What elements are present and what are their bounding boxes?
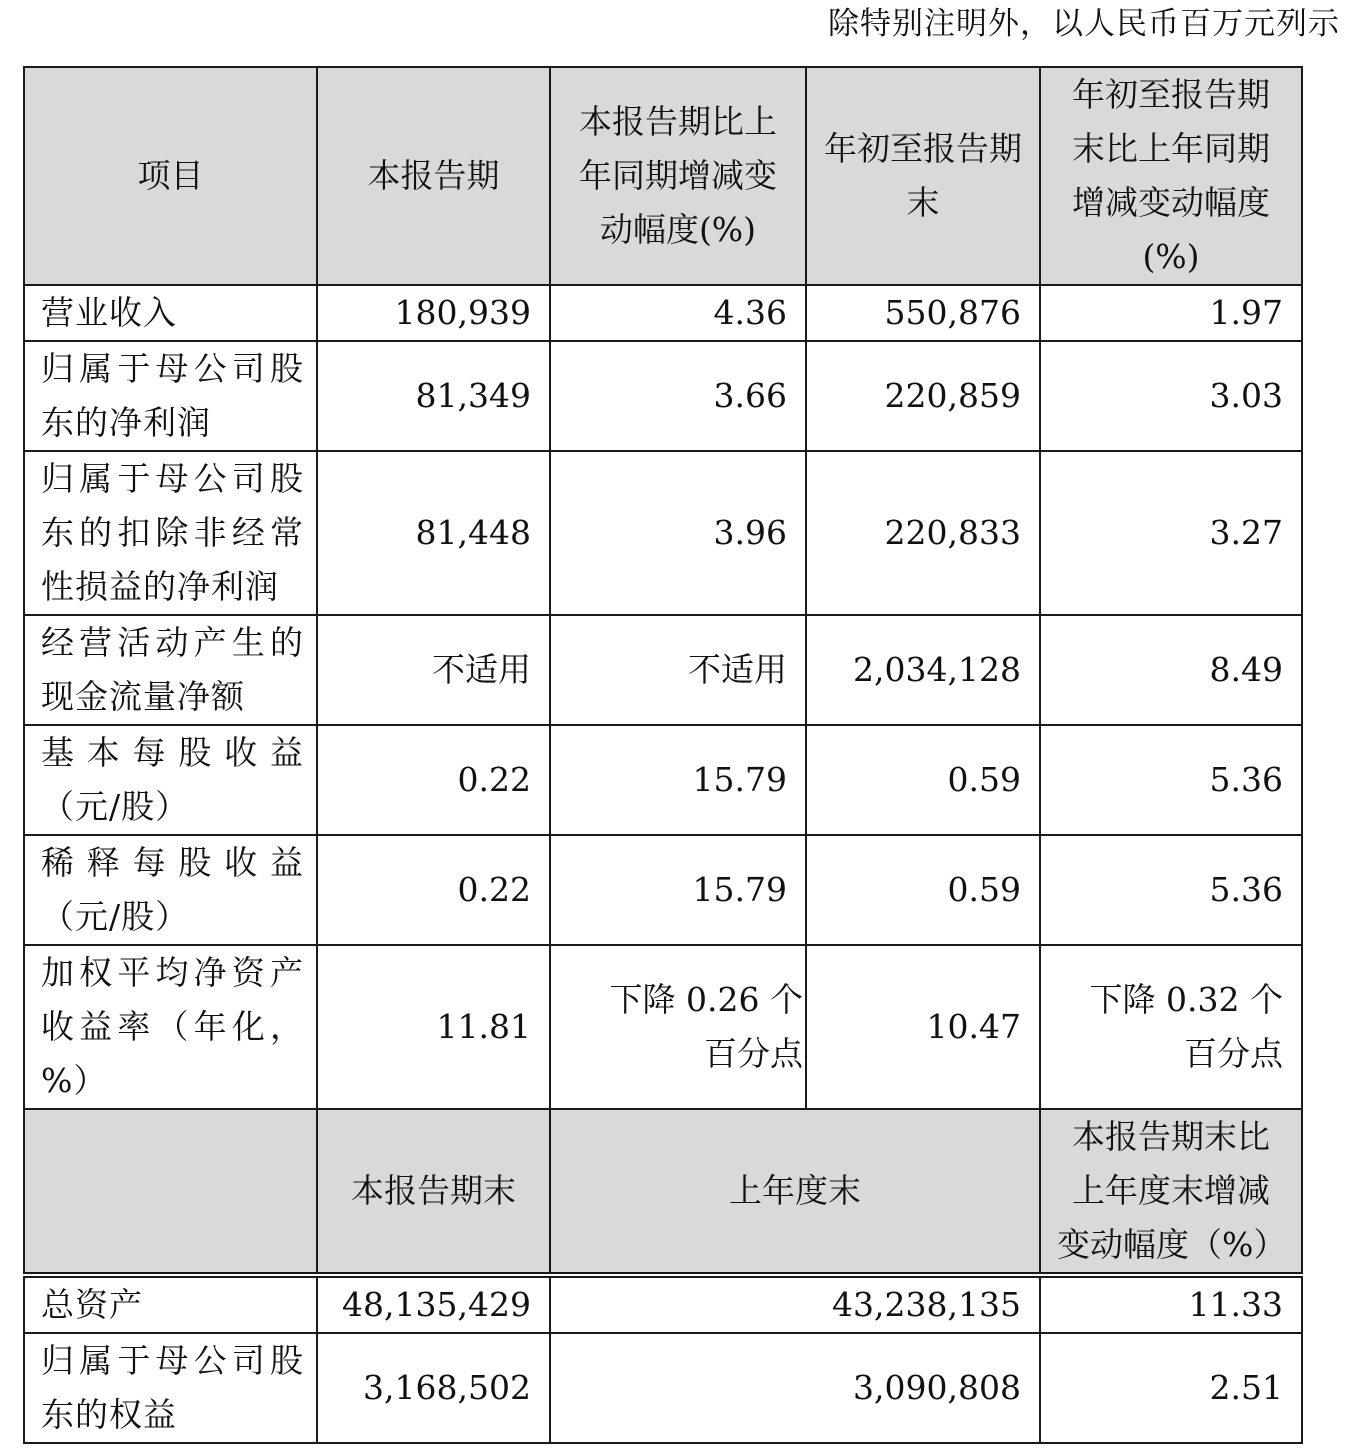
table-row	[24, 1333, 1302, 1443]
prior-year-end-value: 43,238,135	[550, 1277, 1040, 1333]
current-change-value: 3.66	[550, 341, 806, 451]
ytd-value: 0.59	[806, 835, 1040, 945]
current-value: 0.22	[317, 725, 550, 835]
table-row	[24, 451, 1302, 615]
current-value: 81,448	[317, 451, 550, 615]
period-end-value: 48,135,429	[317, 1277, 550, 1333]
table-row	[24, 725, 1302, 835]
row-label: 营业收入	[24, 285, 317, 341]
ytd-value: 0.59	[806, 725, 1040, 835]
ytd-change-value: 8.49	[1040, 615, 1302, 725]
ytd-value: 220,833	[806, 451, 1040, 615]
table-row	[24, 615, 1302, 725]
balance-table	[23, 1276, 1303, 1444]
current-change-value: 不适用	[550, 615, 806, 725]
ytd-value: 10.47	[806, 945, 1040, 1109]
header-item: 项目	[24, 67, 317, 285]
ytd-change-value: 1.97	[1040, 285, 1302, 341]
header-prior-year-end: 上年度末	[550, 1109, 1040, 1273]
row-label: 归属于母公司股东的扣除非经常性损益的净利润	[24, 451, 317, 615]
header-period-end: 本报告期末	[317, 1109, 550, 1273]
current-change-value: 15.79	[550, 835, 806, 945]
ytd-change-value: 下降 0.32 个百分点	[1040, 945, 1302, 1109]
table-row	[24, 285, 1302, 341]
row-label: 加权平均净资产收益率（年化，%）	[24, 945, 317, 1109]
ytd-change-value: 5.36	[1040, 835, 1302, 945]
row-label: 归属于母公司股东的权益	[24, 1333, 317, 1443]
row-label: 总资产	[24, 1277, 317, 1333]
change-value: 11.33	[1040, 1277, 1302, 1333]
balance-header-row	[24, 1109, 1302, 1273]
header-row	[24, 67, 1302, 285]
current-change-value: 3.96	[550, 451, 806, 615]
row-label: 经营活动产生的现金流量净额	[24, 615, 317, 725]
table-row	[24, 341, 1302, 451]
financial-data-table	[23, 66, 1303, 1274]
current-value: 81,349	[317, 341, 550, 451]
header-current-period: 本报告期	[317, 67, 550, 285]
ytd-value: 220,859	[806, 341, 1040, 451]
current-value: 11.81	[317, 945, 550, 1109]
unit-note: 除特别注明外，以人民币百万元列示	[828, 6, 1340, 42]
change-value: 2.51	[1040, 1333, 1302, 1443]
header-current-change: 本报告期比上年同期增减变动幅度(%)	[550, 67, 806, 285]
row-label: 稀释每股收益（元/股）	[24, 835, 317, 945]
prior-year-end-value: 3,090,808	[550, 1333, 1040, 1443]
header-ytd-change: 年初至报告期末比上年同期增减变动幅度(%)	[1040, 67, 1302, 285]
table-row	[24, 835, 1302, 945]
current-value: 180,939	[317, 285, 550, 341]
period-end-value: 3,168,502	[317, 1333, 550, 1443]
ytd-value: 2,034,128	[806, 615, 1040, 725]
balance-header-empty	[24, 1109, 317, 1273]
header-balance-change: 本报告期末比上年度末增减变动幅度（%）	[1040, 1109, 1302, 1273]
table-row	[24, 1277, 1302, 1333]
ytd-value: 550,876	[806, 285, 1040, 341]
row-label: 基本每股收益（元/股）	[24, 725, 317, 835]
ytd-change-value: 5.36	[1040, 725, 1302, 835]
ytd-change-value: 3.03	[1040, 341, 1302, 451]
current-value: 0.22	[317, 835, 550, 945]
current-value: 不适用	[317, 615, 550, 725]
row-label: 归属于母公司股东的净利润	[24, 341, 317, 451]
ytd-change-value: 3.27	[1040, 451, 1302, 615]
current-change-value: 下降 0.26 个百分点	[550, 945, 806, 1109]
current-change-value: 4.36	[550, 285, 806, 341]
header-ytd: 年初至报告期末	[806, 67, 1040, 285]
current-change-value: 15.79	[550, 725, 806, 835]
table-row	[24, 945, 1302, 1109]
